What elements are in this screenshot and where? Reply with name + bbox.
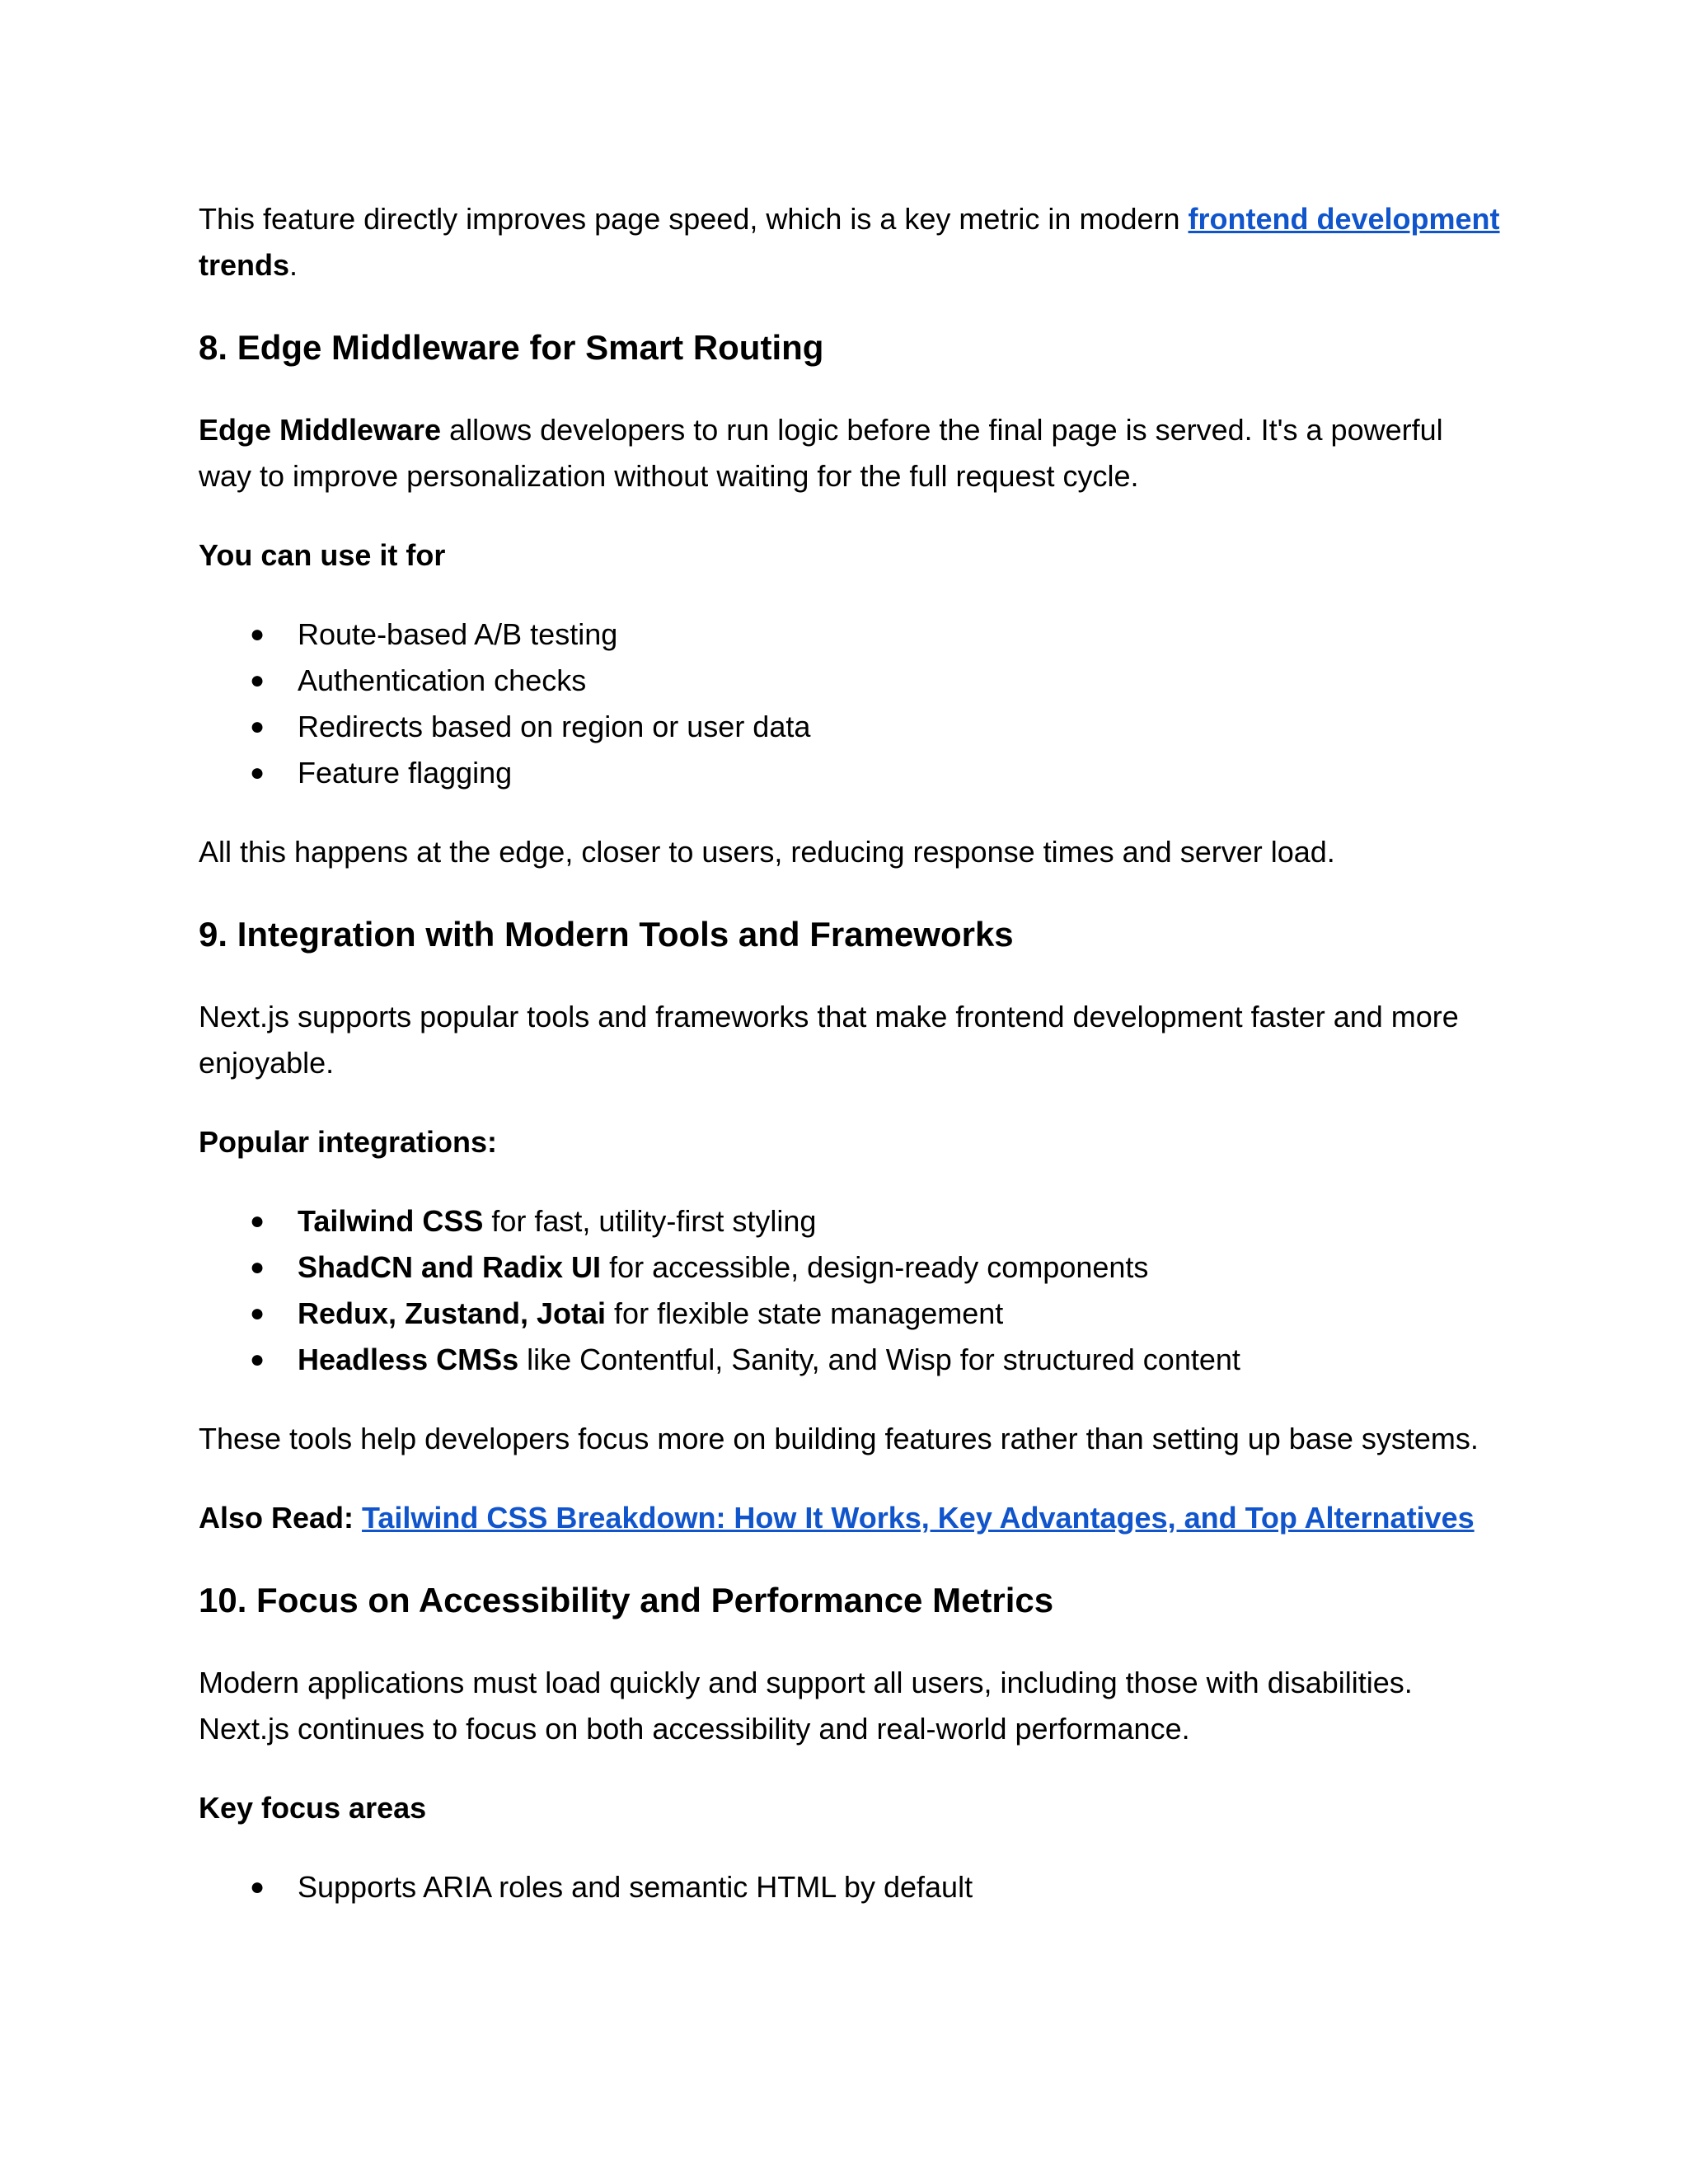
bullet-icon: ● <box>250 1873 265 1900</box>
list-item-bold: ShadCN and Radix UI <box>298 1250 602 1284</box>
also-read-line <box>199 1495 1501 1541</box>
list-item-text: Supports ARIA roles and semantic HTML by default <box>298 1870 973 1904</box>
bullet-icon: ● <box>250 621 265 648</box>
list-item-text: for flexible state management <box>606 1296 1004 1330</box>
bullet-icon: ● <box>250 1207 265 1235</box>
bullet-icon: ● <box>250 1346 265 1373</box>
list-item <box>199 1864 1501 1910</box>
intro-bold-trends: trends <box>199 248 290 282</box>
list-item <box>199 1337 1501 1383</box>
section-10-heading: 10. Focus on Accessibility and Performance Metrics <box>199 1581 1054 1619</box>
bullet-icon: ● <box>250 1300 265 1327</box>
list-item <box>199 1291 1501 1337</box>
intro-paragraph <box>199 196 1501 288</box>
list-item <box>199 1244 1501 1291</box>
list-item-text: Feature flagging <box>298 756 513 790</box>
section-8-paragraph-text: allows developers to run logic before the final page is served. It's a powerful way to improve personalization without waiting for the full request cycle. <box>199 413 1443 493</box>
edge-middleware-bold: Edge Middleware <box>199 413 442 447</box>
also-read-label: Also Read: <box>199 1501 363 1535</box>
bullet-icon: ● <box>250 1254 265 1281</box>
frontend-development-link[interactable]: frontend development <box>1188 202 1500 236</box>
section-9-closing: These tools help developers focus more on building features rather than setting up base systems. <box>199 1422 1479 1455</box>
section-10-paragraph: Modern applications must load quickly and support all users, including those with disabilities. Next.js continues to focus on both accessibility and real-world performance. <box>199 1666 1413 1746</box>
section-8-list <box>199 612 1501 796</box>
bullet-icon: ● <box>250 667 265 694</box>
list-item <box>199 612 1501 658</box>
list-item-text: for fast, utility-first styling <box>483 1204 817 1238</box>
bullet-icon: ● <box>250 759 265 786</box>
section-9-paragraph: Next.js supports popular tools and frameworks that make frontend development faster and more enjoyable. <box>199 1000 1459 1080</box>
document-page <box>199 196 1501 1943</box>
bullet-icon: ● <box>250 713 265 740</box>
list-item-bold: Redux, Zustand, Jotai <box>298 1296 607 1330</box>
section-9-list <box>199 1198 1501 1383</box>
list-item <box>199 704 1501 750</box>
intro-text: This feature directly improves page speed, which is a key metric in modern <box>199 202 1189 236</box>
list-item-bold: Headless CMSs <box>298 1343 519 1376</box>
list-item-text: Route-based A/B testing <box>298 617 618 651</box>
section-8-paragraph <box>199 407 1501 499</box>
section-8-heading: 8. Edge Middleware for Smart Routing <box>199 328 824 367</box>
list-item <box>199 750 1501 796</box>
section-8-closing: All this happens at the edge, closer to users, reducing response times and server load. <box>199 835 1335 869</box>
intro-tail: . <box>289 248 298 282</box>
list-item-text: like Contentful, Sanity, and Wisp for structured content <box>518 1343 1240 1376</box>
section-10-label: Key focus areas <box>199 1791 427 1825</box>
section-8-label: You can use it for <box>199 538 446 572</box>
list-item-text: Authentication checks <box>298 663 587 697</box>
list-item-bold: Tailwind CSS <box>298 1204 484 1238</box>
section-10-list <box>199 1864 1501 1910</box>
list-item-text: for accessible, design-ready components <box>601 1250 1149 1284</box>
list-item <box>199 1198 1501 1244</box>
list-item-text: Redirects based on region or user data <box>298 710 811 743</box>
list-item <box>199 658 1501 704</box>
section-9-heading: 9. Integration with Modern Tools and Frameworks <box>199 915 1014 954</box>
tailwind-breakdown-link[interactable]: Tailwind CSS Breakdown: How It Works, Key Advantages, and Top Alternatives <box>362 1501 1475 1535</box>
section-9-label: Popular integrations: <box>199 1125 498 1159</box>
